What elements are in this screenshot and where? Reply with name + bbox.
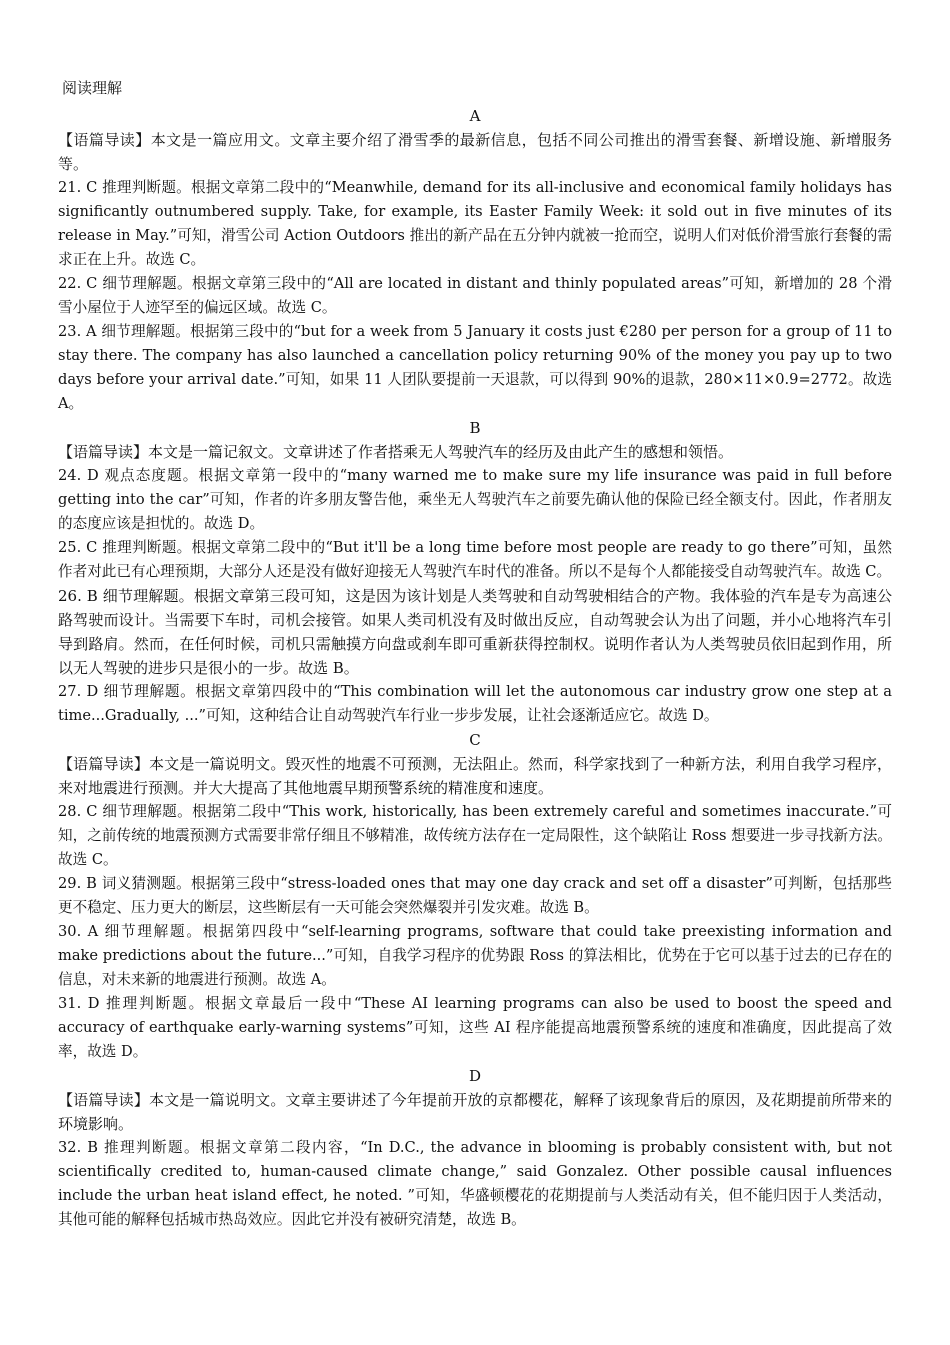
document-title: 阅读理解 (62, 79, 123, 97)
answer-28: 28. C 细节理解题。根据第二段中“This work, historically, has been extremely careful and sometimes inaccurate.”可知，之前传统的地震预测方式需要非常仔细且不够精准，故传统方法存在一定局限性，这个缺陷让 Ross 想要进一步寻找新方法。故选 C。 (58, 803, 892, 868)
answer-26: 26. B 细节理解题。根据文章第三段可知，这是因为该计划是人类驾驶和自动驾驶相结合的产物。我体验的汽车是专为高速公路驾驶而设计。当需要下车时，司机会接管。如果人类司机没有及时做出反应，自动驾驶会认为出了问题，并小心地将汽车引导到路肩。然而，在任何时候，司机只需触摸方向盘或刹车即可重新获得控制权。说明作者认为人类驾驶员依旧起到作用，所以无人驾驶的进步只是很小的一步。故选 B。 (58, 587, 892, 677)
answer-25: 25. C 推理判断题。根据文章第二段中的“But it'll be a long time before most people are ready to go there”可知，虽然作者对此已有心理预期，大部分人还是没有做好迎接无人驾驶汽车时代的准备。所以不是每个人都能接受自动驾驶汽车。故选 C。 (58, 539, 892, 580)
answer-21: 21. C 推理判断题。根据文章第二段中的“Meanwhile, demand for its all-inclusive and economical family holidays has significantly outnumbered supply. Take, for example, its Easter Family Week: it sold out in five minutes of its release in May.”可知，滑雪公司 Action Outdoors 推出的新产品在五分钟内就被一抢而空，说明人们对低价滑雪旅行套餐的需求正在上升。故选 C。 (58, 179, 892, 268)
answer-30: 30. A 细节理解题。根据第四段中“self-learning programs, software that could take preexisting information and make predictions about the future...”可知，自我学习程序的优势跟 Ross 的算法相比，优势在于它可以基于过去的已存在的信息，对未来新的地震进行预测。故选 A。 (58, 923, 892, 988)
answer-27: 27. D 细节理解题。根据文章第四段中的“This combination will let the autonomous car industry grow one step at a time...Gradually, ...”可知，这种结合让自动驾驶汽车行业一步步发展，让社会逐渐适应它。故选 D。 (58, 683, 892, 724)
answer-31: 31. D 推理判断题。根据文章最后一段中“These AI learning programs can also be used to boost the speed and accuracy of earthquake early-warning systems”可知，这些 AI 程序能提高地震预警系统的速度和准确度，因此提高了效率，故选 D。 (58, 995, 892, 1060)
answer-23: 23. A 细节理解题。根据第三段中的“but for a week from 5 January it costs just €280 per person for a group of 11 to stay there. The company has also launched a cancellation policy returning 90% of the money you pay up to two days before your arrival date.”可知，如果 11 人团队要提前一天退款，可以得到 90%的退款，280×11×0.9=2772。故选 A。 (58, 323, 892, 412)
section-c (58, 728, 892, 1064)
section-letter: D (468, 1067, 482, 1085)
reading-guide: 【语篇导读】本文是一篇应用文。文章主要介绍了滑雪季的最新信息，包括不同公司推出的滑雪套餐、新增设施、新增服务等。 (58, 131, 892, 173)
document-page (58, 76, 892, 1232)
section-b (58, 416, 892, 728)
answer-32: 32. B 推理判断题。根据文章第二段内容，“In D.C., the advance in blooming is probably consistent with, but not scientifically credited to, human-caused climate change,” said Gonzalez. Other possible causal influences include the urban heat island effect, he noted. ”可知，华盛顿樱花的花期提前与人类活动有关，但不能归因于人类活动，其他可能的解释包括城市热岛效应。因此它并没有被研究清楚，故选 B。 (58, 1139, 892, 1228)
answer-24: 24. D 观点态度题。根据文章第一段中的“many warned me to make sure my life insurance was paid in full before getting into the car”可知，作者的许多朋友警告他，乘坐无人驾驶汽车之前要先确认他的保险已经全额支付。因此，作者朋友的态度应该是担忧的。故选 D。 (58, 467, 892, 532)
section-letter: B (469, 419, 481, 437)
section-letter: A (469, 107, 481, 125)
reading-guide: 【语篇导读】本文是一篇说明文。文章主要讲述了今年提前开放的京都樱花，解释了该现象背后的原因，及花期提前所带来的环境影响。 (58, 1091, 892, 1133)
answer-22: 22. C 细节理解题。根据文章第三段中的“All are located in distant and thinly populated areas”可知，新增加的 28 个滑雪小屋位于人迹罕至的偏远区域。故选 C。 (58, 275, 892, 316)
section-letter: C (469, 731, 481, 749)
section-d (58, 1064, 892, 1232)
answer-29: 29. B 词义猜测题。根据第三段中“stress-loaded ones that may one day crack and set off a disaster”可判断，包括那些更不稳定、压力更大的断层，这些断层有一天可能会突然爆裂并引发灾难。故选 B。 (58, 875, 892, 916)
reading-guide: 【语篇导读】本文是一篇说明文。毁灭性的地震不可预测，无法阻止。然而，科学家找到了一种新方法，利用自我学习程序，来对地震进行预测。并大大提高了其他地震早期预警系统的精准度和速度。 (58, 755, 892, 797)
reading-guide: 【语篇导读】本文是一篇记叙文。文章讲述了作者搭乘无人驾驶汽车的经历及由此产生的感想和领悟。 (58, 443, 734, 461)
section-a (58, 104, 892, 416)
